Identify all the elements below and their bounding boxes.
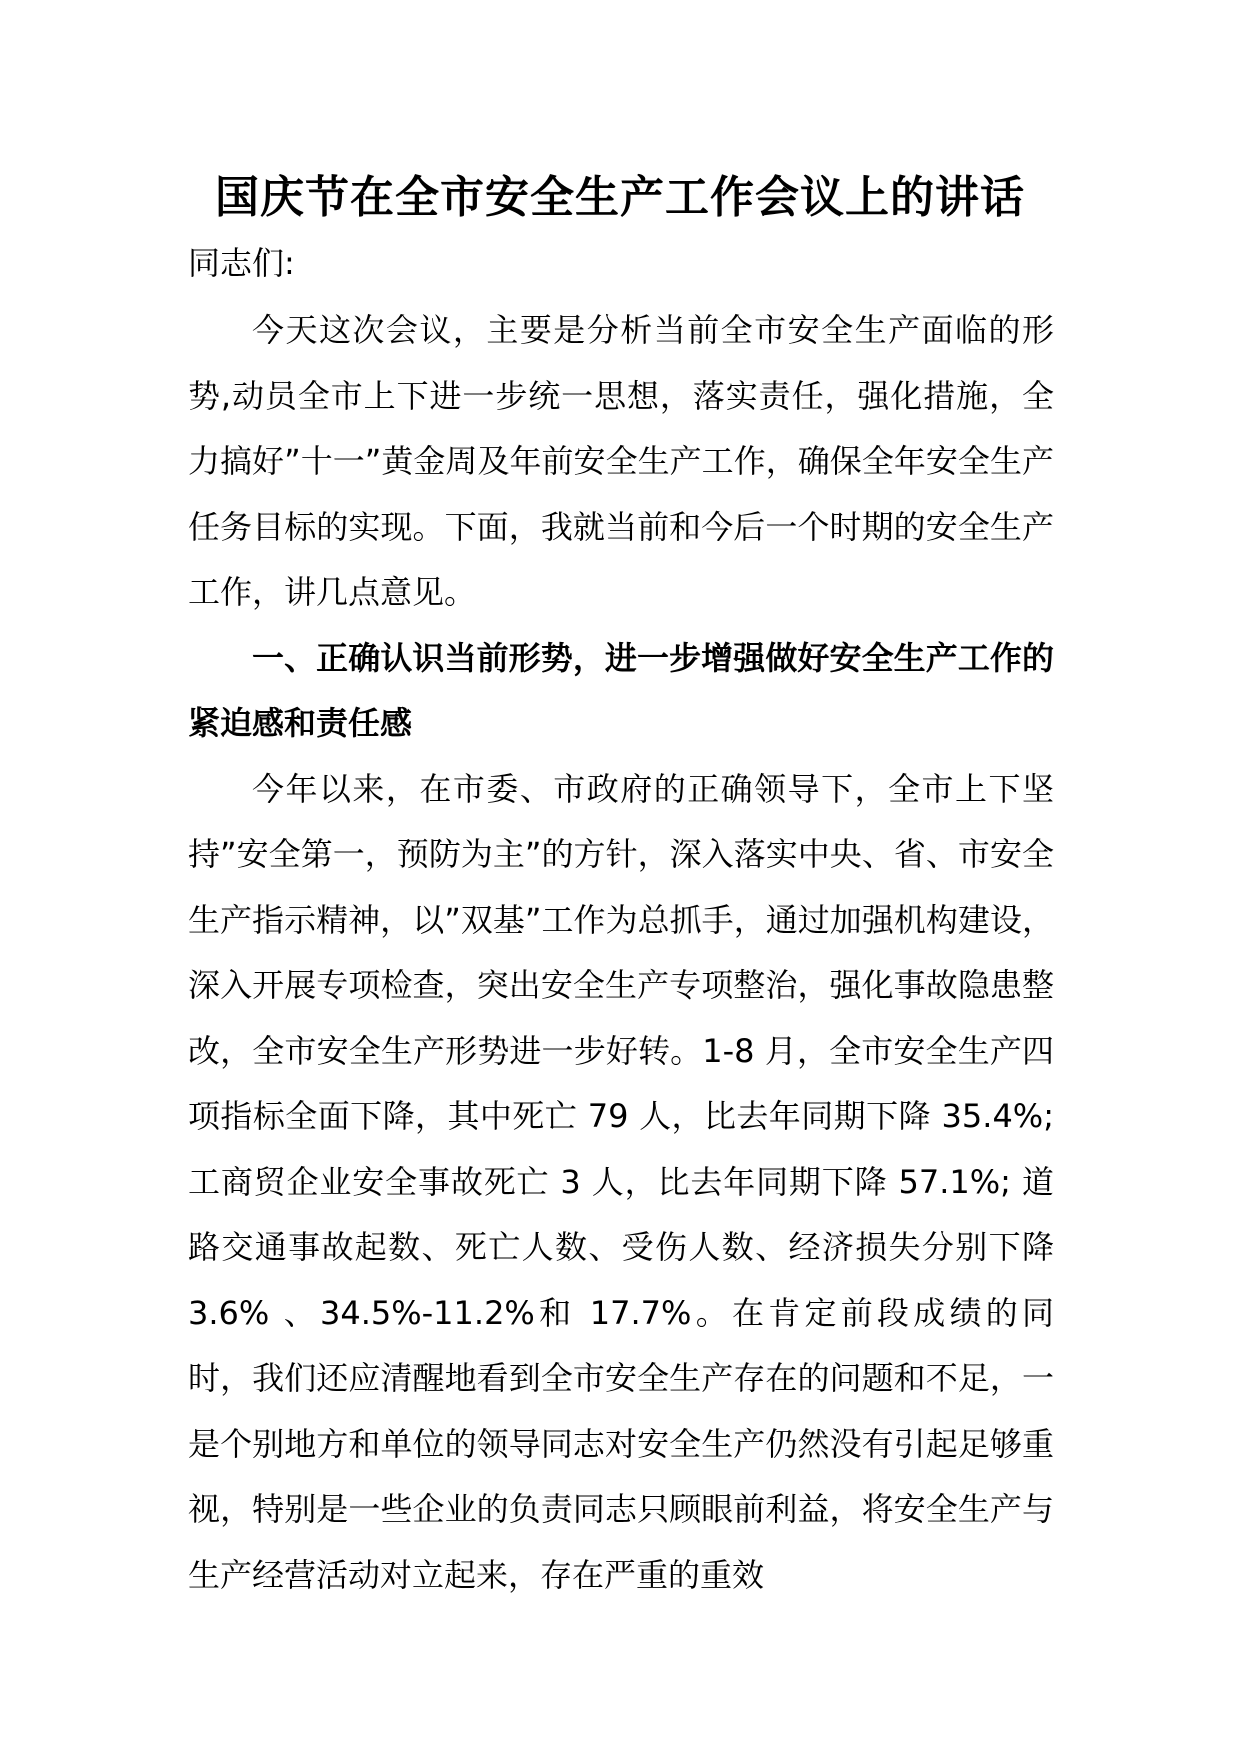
paragraph-intro: 今天这次会议，主要是分析当前全市安全生产面临的形势,动员全市上下进一步统一思想，落实责任，强化措施，全力搞好”十一”黄金周及年前安全生产工作，确保全年安全生产任务目标的实现。下面，我就当前和今后一个时期的安全生产工作，讲几点意见。 <box>188 311 1054 611</box>
document-body <box>188 298 1054 1608</box>
document-title: 国庆节在全市安全生产工作会议上的讲话 <box>215 172 1025 223</box>
section-heading-1: 一、正确认识当前形势，进一步增强做好安全生产工作的紧迫感和责任感 <box>188 638 1054 742</box>
paragraph-situation: 今年以来，在市委、市政府的正确领导下，全市上下坚持”安全第一，预防为主”的方针，深入落实中央、省、市安全生产指示精神，以”双基”工作为总抓手，通过加强机构建设，深入开展专项检查，突出安全生产专项整治，强化事故隐患整改，全市安全生产形势进一步好转。1-8 月，全市安全生产四项指标全面下降，其中死亡 79 人，比去年同期下降 35.4%; 工商贸企业安全事故死亡 3 人，比去年同期下降 57.1%; 道路交通事故起数、死亡人数、受伤人数、经济损失分别下降 3.6% 、34.5%-11.2%和 17.7%。在肯定前段成绩的同时，我们还应清醒地看到全市安全生产存在的问题和不足，一是个别地方和单位的领导同志对安全生产仍然没有引起足够重视，特别是一些企业的负责同志只顾眼前利益，将安全生产与生产经营活动对立起来，存在严重的重效 <box>188 769 1054 1594</box>
salutation: 同志们: <box>188 244 295 282</box>
